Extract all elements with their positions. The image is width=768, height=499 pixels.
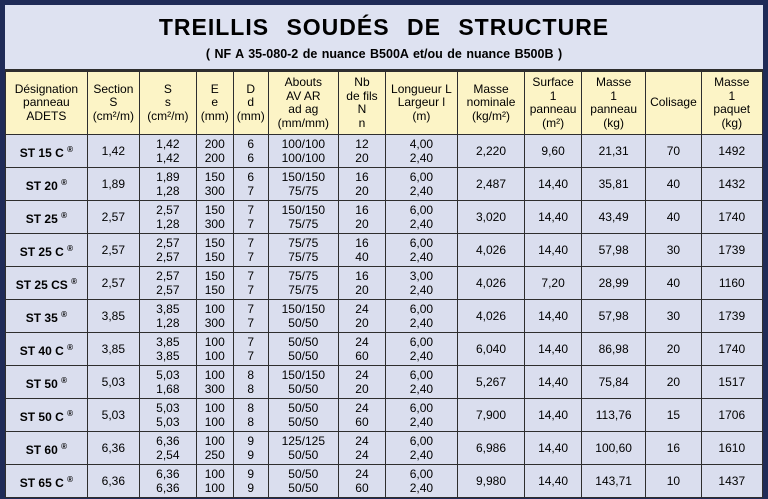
cell-colisage: 30 [646,234,701,267]
column-header-masse_nominale: Masse nominale (kg/m²) [457,72,524,135]
cell-e: 100 300 [196,366,233,399]
registered-mark: ® [67,144,73,154]
cell-designation: ST 60 ® [6,432,88,465]
cell-colisage: 10 [646,465,701,498]
cell-abouts: 50/50 50/50 [268,333,338,366]
cell-section: 1,42 [87,135,139,168]
cell-masse_nominale: 9,980 [457,465,524,498]
cell-longueur: 6,00 2,40 [385,465,457,498]
cell-longueur: 6,00 2,40 [385,168,457,201]
column-header-s: S s (cm²/m) [139,72,196,135]
cell-colisage: 70 [646,135,701,168]
cell-e: 150 150 [196,234,233,267]
column-header-abouts: Abouts AV AR ad ag (mm/mm) [268,72,338,135]
column-header-designation: Désignation panneau ADETS [6,72,88,135]
cell-colisage: 40 [646,201,701,234]
cell-s: 5,03 5,03 [139,399,196,432]
title-band [5,5,763,71]
cell-abouts: 100/100 100/100 [268,135,338,168]
registered-mark: ® [61,375,67,385]
cell-nb: 24 24 [339,432,386,465]
cell-surface: 14,40 [525,201,582,234]
cell-nb: 24 20 [339,366,386,399]
table-row [6,399,763,432]
registered-mark: ® [67,474,73,484]
cell-nb: 16 20 [339,201,386,234]
cell-d: 8 8 [233,399,268,432]
column-header-e: E e (mm) [196,72,233,135]
cell-surface: 14,40 [525,432,582,465]
column-header-masse_paquet: Masse 1 paquet (kg) [701,72,762,135]
registered-mark: ® [71,276,77,286]
column-header-section: Section S (cm²/m) [87,72,139,135]
cell-designation: ST 25 ® [6,201,88,234]
cell-masse_paquet: 1739 [701,234,762,267]
cell-masse_panneau: 86,98 [581,333,645,366]
cell-designation: ST 50 C ® [6,399,88,432]
cell-e: 150 300 [196,201,233,234]
table-inner [5,5,763,495]
table-row [6,234,763,267]
cell-section: 3,85 [87,333,139,366]
cell-d: 7 7 [233,201,268,234]
cell-masse_panneau: 143,71 [581,465,645,498]
cell-d: 9 9 [233,465,268,498]
cell-abouts: 150/150 75/75 [268,168,338,201]
cell-masse_nominale: 7,900 [457,399,524,432]
cell-longueur: 6,00 2,40 [385,333,457,366]
cell-masse_paquet: 1437 [701,465,762,498]
cell-masse_paquet: 1740 [701,333,762,366]
cell-masse_panneau: 28,99 [581,267,645,300]
cell-s: 2,57 2,57 [139,234,196,267]
table-row [6,201,763,234]
cell-e: 100 100 [196,465,233,498]
cell-e: 100 100 [196,399,233,432]
table-body [6,135,763,498]
cell-d: 7 7 [233,234,268,267]
cell-s: 6,36 2,54 [139,432,196,465]
cell-abouts: 150/150 50/50 [268,366,338,399]
cell-e: 100 100 [196,333,233,366]
cell-surface: 14,40 [525,465,582,498]
cell-nb: 12 20 [339,135,386,168]
cell-section: 6,36 [87,465,139,498]
table-header-row [6,72,763,135]
cell-s: 3,85 1,28 [139,300,196,333]
table-row [6,135,763,168]
cell-colisage: 16 [646,432,701,465]
cell-masse_panneau: 113,76 [581,399,645,432]
cell-s: 2,57 1,28 [139,201,196,234]
registered-mark: ® [67,243,73,253]
table-row [6,366,763,399]
cell-nb: 16 40 [339,234,386,267]
cell-colisage: 15 [646,399,701,432]
cell-e: 100 300 [196,300,233,333]
cell-d: 6 6 [233,135,268,168]
cell-masse_paquet: 1160 [701,267,762,300]
cell-abouts: 50/50 50/50 [268,465,338,498]
cell-nb: 24 60 [339,333,386,366]
cell-designation: ST 20 ® [6,168,88,201]
cell-s: 2,57 2,57 [139,267,196,300]
cell-abouts: 50/50 50/50 [268,399,338,432]
page-subtitle: ( NF A 35-080-2 de nuance B500A et/ou de nuance B500B ) [205,46,563,61]
cell-longueur: 6,00 2,40 [385,300,457,333]
table-row [6,465,763,498]
registered-mark: ® [67,408,73,418]
registered-mark: ® [61,210,67,220]
cell-masse_nominale: 6,040 [457,333,524,366]
column-header-d: D d (mm) [233,72,268,135]
cell-surface: 7,20 [525,267,582,300]
cell-masse_nominale: 6,986 [457,432,524,465]
cell-surface: 14,40 [525,168,582,201]
cell-longueur: 6,00 2,40 [385,234,457,267]
cell-e: 100 250 [196,432,233,465]
cell-longueur: 6,00 2,40 [385,366,457,399]
column-header-nb: Nb de fils N n [339,72,386,135]
cell-masse_panneau: 43,49 [581,201,645,234]
table-row [6,267,763,300]
cell-e: 150 300 [196,168,233,201]
cell-colisage: 20 [646,366,701,399]
cell-designation: ST 15 C ® [6,135,88,168]
cell-longueur: 3,00 2,40 [385,267,457,300]
cell-masse_paquet: 1517 [701,366,762,399]
cell-section: 3,85 [87,300,139,333]
cell-surface: 14,40 [525,333,582,366]
cell-masse_panneau: 35,81 [581,168,645,201]
cell-d: 7 7 [233,333,268,366]
page-title: TREILLIS SOUDÉS DE STRUCTURE [158,13,610,40]
cell-designation: ST 25 C ® [6,234,88,267]
cell-designation: ST 40 C ® [6,333,88,366]
cell-masse_paquet: 1610 [701,432,762,465]
cell-s: 1,42 1,42 [139,135,196,168]
cell-d: 7 7 [233,300,268,333]
cell-surface: 14,40 [525,399,582,432]
column-header-longueur: Longueur L Largeur l (m) [385,72,457,135]
cell-s: 3,85 3,85 [139,333,196,366]
cell-surface: 14,40 [525,300,582,333]
cell-masse_nominale: 4,026 [457,234,524,267]
column-header-colisage: Colisage [646,72,701,135]
cell-colisage: 40 [646,267,701,300]
column-header-masse_panneau: Masse 1 panneau (kg) [581,72,645,135]
cell-nb: 24 60 [339,399,386,432]
cell-section: 6,36 [87,432,139,465]
cell-masse_panneau: 57,98 [581,300,645,333]
cell-surface: 9,60 [525,135,582,168]
cell-abouts: 75/75 75/75 [268,234,338,267]
cell-section: 2,57 [87,234,139,267]
mesh-table [5,71,763,498]
header-row [6,72,763,135]
cell-surface: 14,40 [525,234,582,267]
cell-e: 150 150 [196,267,233,300]
cell-designation: ST 35 ® [6,300,88,333]
cell-nb: 16 20 [339,267,386,300]
cell-abouts: 125/125 50/50 [268,432,338,465]
cell-masse_nominale: 3,020 [457,201,524,234]
cell-abouts: 150/150 50/50 [268,300,338,333]
cell-s: 5,03 1,68 [139,366,196,399]
registered-mark: ® [67,342,73,352]
cell-section: 1,89 [87,168,139,201]
cell-d: 8 8 [233,366,268,399]
cell-s: 1,89 1,28 [139,168,196,201]
cell-masse_nominale: 5,267 [457,366,524,399]
cell-longueur: 6,00 2,40 [385,201,457,234]
cell-masse_panneau: 21,31 [581,135,645,168]
cell-masse_panneau: 57,98 [581,234,645,267]
cell-designation: ST 50 ® [6,366,88,399]
cell-longueur: 6,00 2,40 [385,399,457,432]
cell-masse_panneau: 75,84 [581,366,645,399]
cell-colisage: 20 [646,333,701,366]
cell-section: 5,03 [87,366,139,399]
cell-s: 6,36 6,36 [139,465,196,498]
registered-mark: ® [61,441,67,451]
table-row [6,333,763,366]
cell-nb: 24 20 [339,300,386,333]
registered-mark: ® [61,177,67,187]
cell-section: 5,03 [87,399,139,432]
cell-colisage: 30 [646,300,701,333]
cell-designation: ST 65 C ® [6,465,88,498]
cell-d: 9 9 [233,432,268,465]
cell-longueur: 4,00 2,40 [385,135,457,168]
column-header-surface: Surface 1 panneau (m²) [525,72,582,135]
table-row [6,300,763,333]
cell-section: 2,57 [87,201,139,234]
cell-abouts: 75/75 75/75 [268,267,338,300]
cell-masse_nominale: 4,026 [457,267,524,300]
table-row [6,168,763,201]
table-row [6,432,763,465]
registered-mark: ® [61,309,67,319]
cell-masse_paquet: 1740 [701,201,762,234]
cell-masse_paquet: 1432 [701,168,762,201]
cell-masse_paquet: 1492 [701,135,762,168]
cell-masse_nominale: 2,220 [457,135,524,168]
cell-masse_nominale: 4,026 [457,300,524,333]
cell-masse_panneau: 100,60 [581,432,645,465]
cell-colisage: 40 [646,168,701,201]
cell-masse_nominale: 2,487 [457,168,524,201]
cell-masse_paquet: 1739 [701,300,762,333]
cell-abouts: 150/150 75/75 [268,201,338,234]
cell-e: 200 200 [196,135,233,168]
cell-nb: 16 20 [339,168,386,201]
cell-section: 2,57 [87,267,139,300]
cell-masse_paquet: 1706 [701,399,762,432]
cell-longueur: 6,00 2,40 [385,432,457,465]
cell-d: 7 7 [233,267,268,300]
cell-designation: ST 25 CS ® [6,267,88,300]
cell-d: 6 7 [233,168,268,201]
cell-nb: 24 60 [339,465,386,498]
cell-surface: 14,40 [525,366,582,399]
